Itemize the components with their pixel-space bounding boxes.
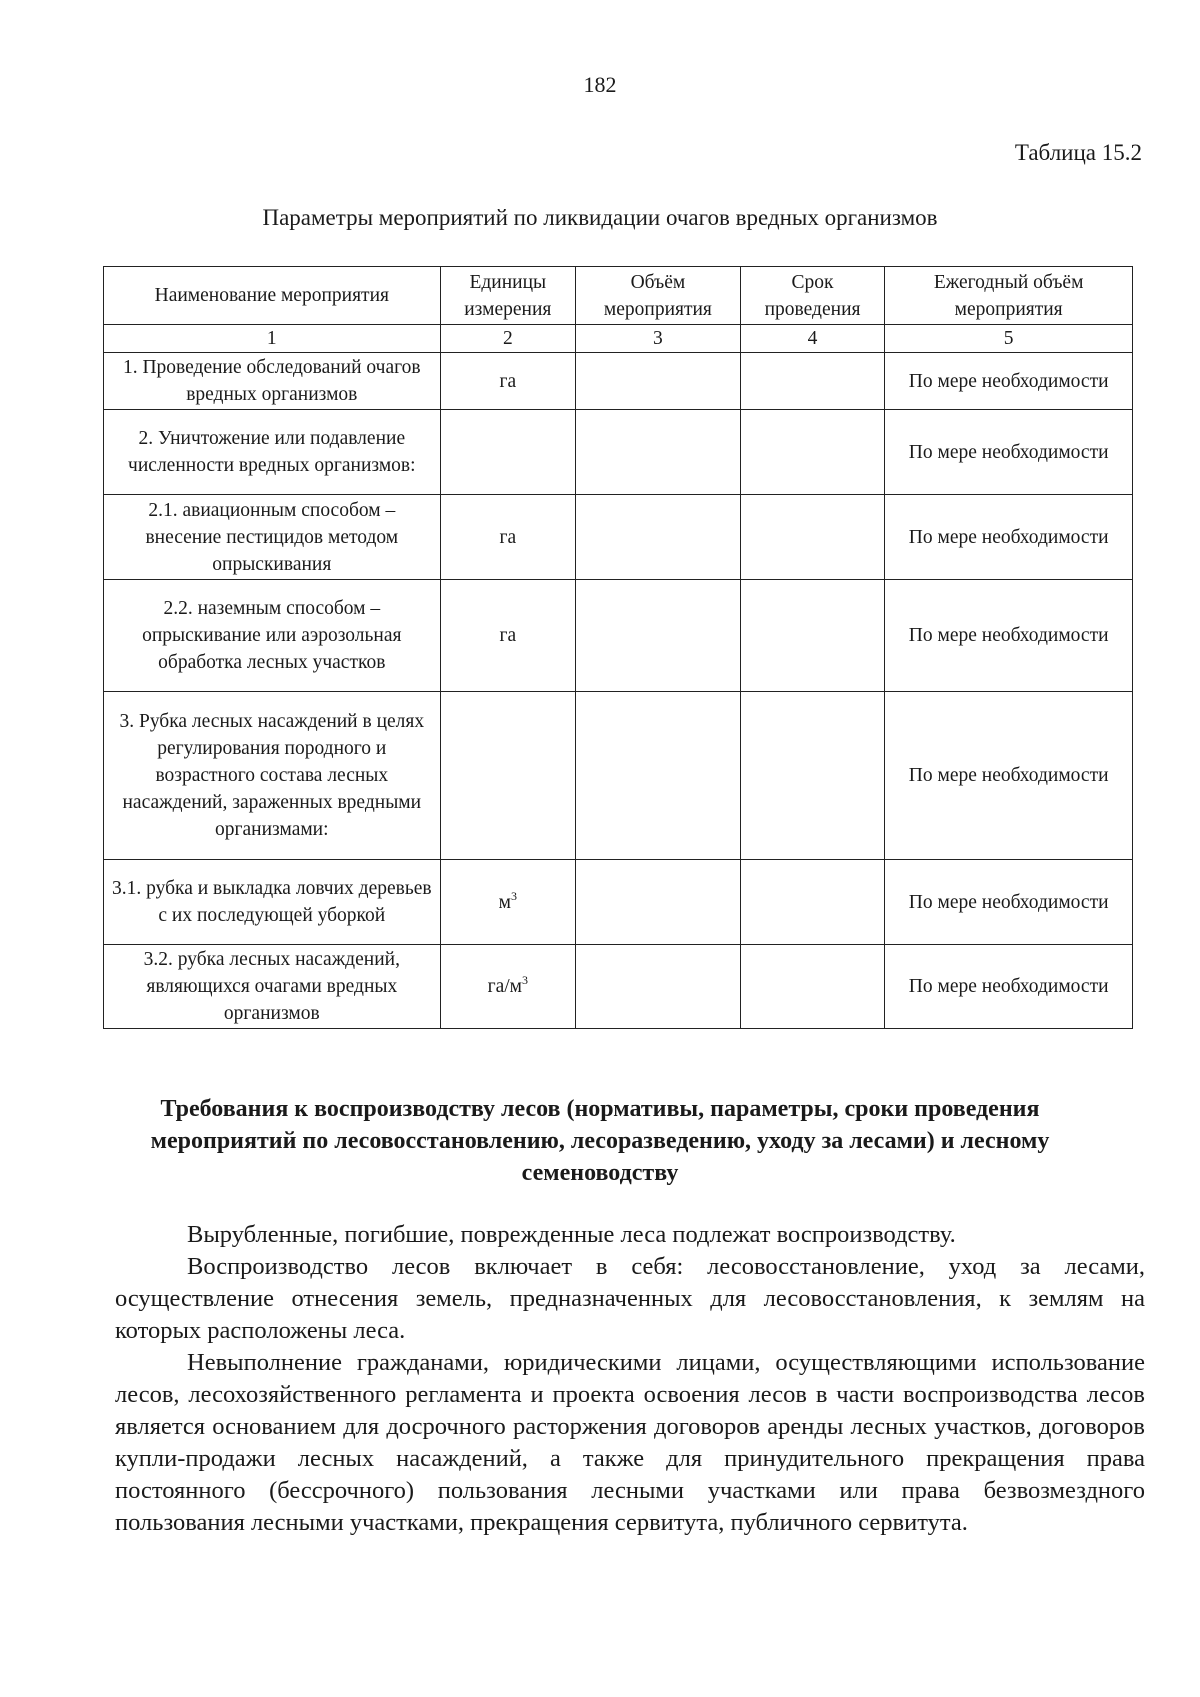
row-annual: По мере необходимости	[885, 495, 1133, 580]
table-row	[104, 410, 1133, 495]
parameters-table	[103, 266, 1133, 1029]
row-annual: По мере необходимости	[885, 353, 1133, 410]
column-number: 1	[104, 325, 441, 353]
row-volume	[576, 692, 741, 860]
column-number: 4	[740, 325, 885, 353]
table-row	[104, 495, 1133, 580]
row-term	[740, 580, 885, 692]
table-row	[104, 860, 1133, 945]
row-volume	[576, 945, 741, 1029]
row-volume	[576, 860, 741, 945]
header-annual: Ежегодный объём мероприятия	[885, 267, 1133, 325]
row-annual: По мере необходимости	[885, 580, 1133, 692]
row-unit: $м^3$	[440, 860, 575, 945]
table-row	[104, 353, 1133, 410]
row-unit: $га/м^3$	[440, 945, 575, 1029]
row-term	[740, 410, 885, 495]
row-term	[740, 353, 885, 410]
row-annual: По мере необходимости	[885, 945, 1133, 1029]
header-name: Наименование мероприятия	[104, 267, 441, 325]
row-name: 3.2. рубка лесных насаждений, являющихся очагами вредных организмов	[104, 945, 441, 1029]
column-number-row	[104, 325, 1133, 353]
row-term	[740, 495, 885, 580]
row-unit: га	[440, 353, 575, 410]
row-name: 2.2. наземным способом – опрыскивание или аэрозольная обработка лесных участков	[104, 580, 441, 692]
table-row	[104, 692, 1133, 860]
row-annual: По мере необходимости	[885, 860, 1133, 945]
row-annual: По мере необходимости	[885, 410, 1133, 495]
column-number: 5	[885, 325, 1133, 353]
table-label: Таблица 15.2	[1014, 140, 1142, 165]
paragraph: Вырубленные, погибшие, поврежденные леса подлежат воспроизводству.	[187, 1221, 956, 1248]
header-volume: Объём мероприятия	[576, 267, 741, 325]
row-term	[740, 860, 885, 945]
row-unit	[440, 410, 575, 495]
row-volume	[576, 495, 741, 580]
row-name: 3.1. рубка и выкладка ловчих деревьев с их последующей уборкой	[104, 860, 441, 945]
table-row	[104, 580, 1133, 692]
row-name: 2.1. авиационным способом – внесение пестицидов методом опрыскивания	[104, 495, 441, 580]
row-term	[740, 692, 885, 860]
row-unit	[440, 692, 575, 860]
row-unit: га	[440, 495, 575, 580]
body-text	[115, 1219, 1145, 1539]
table-row	[104, 945, 1133, 1029]
row-name: 2. Уничтожение или подавление численности вредных организмов:	[104, 410, 441, 495]
paragraph: Воспроизводство лесов включает в себя: лесовосстановление, уход за лесами, осуществление отнесения земель, предназначенных для лесовосстановления, к землям на которых расположены леса.	[115, 1253, 1145, 1344]
paragraph: Невыполнение гражданами, юридическими лицами, осуществляющими использование лесов, лесохозяйственного регламента и проекта освоения лесов в части воспроизводства лесов является основанием для досрочного расторжения договоров аренды лесных участков, договоров купли-продажи лесных насаждений, а также для принудительного прекращения права постоянного (бессрочного) пользования лесными участками или права безвозмездного пользования лесными участками, прекращения сервитута, публичного сервитута.	[115, 1349, 1145, 1536]
row-volume	[576, 353, 741, 410]
column-number: 2	[440, 325, 575, 353]
page-number: 182	[583, 72, 617, 97]
row-volume	[576, 580, 741, 692]
row-annual: По мере необходимости	[885, 692, 1133, 860]
row-name: 1. Проведение обследований очагов вредных организмов	[104, 353, 441, 410]
row-volume	[576, 410, 741, 495]
column-number: 3	[576, 325, 741, 353]
header-unit: Единицы измерения	[440, 267, 575, 325]
header-term: Срок проведения	[740, 267, 885, 325]
table-header-row	[104, 267, 1133, 325]
row-name: 3. Рубка лесных насаждений в целях регулирования породного и возрастного состава лесных насаждений, зараженных вредными организмами:	[104, 692, 441, 860]
table-caption: Параметры мероприятий по ликвидации очагов вредных организмов	[262, 205, 938, 230]
row-term	[740, 945, 885, 1029]
section-heading: Требования к воспроизводству лесов (нормативы, параметры, сроки проведения мероприятий по лесовосстановлению, лесоразведению, уходу за лесами) и лесному семеноводству	[150, 1096, 1050, 1186]
row-unit: га	[440, 580, 575, 692]
